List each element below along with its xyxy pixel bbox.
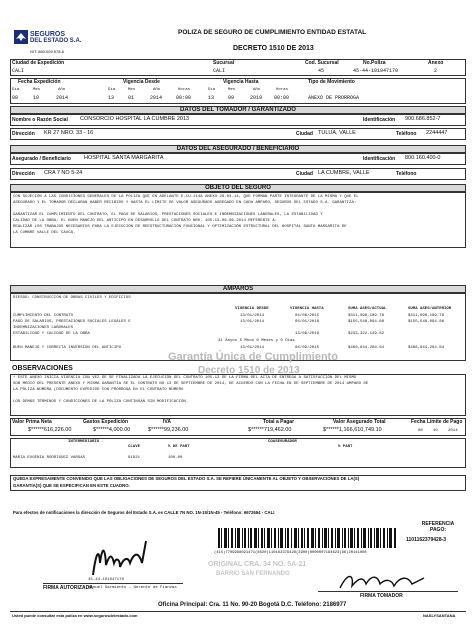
taker-city-label: Ciudad xyxy=(296,131,313,137)
payment-reference: 1101162379428-3 xyxy=(406,537,447,543)
object-line: ASEGURADO Y EL TOMADOR DECLARAN HABER RECIBIDO Y HASTA EL LÍMITE DE VALOR ASEGURADO AGREGADO EN CADA AMPARO, SEGUROS DEL ESTADO S.A. GARANTIZA: xyxy=(13,201,357,205)
coverage-name: PAGO DE SALARIOS, PRESTACIONES SOCIALES LEGALES E xyxy=(13,320,131,324)
coinsurer-part-header: % PART xyxy=(338,445,353,449)
iva-label: IVA xyxy=(163,419,171,425)
valid-to-label: Vigencia Hasta xyxy=(223,79,259,85)
coverage-col-sum: SUMA ASEG/ACTUAL xyxy=(348,307,387,311)
net-premium-label: Valor Prima Neta xyxy=(12,419,52,425)
taker-signature-line xyxy=(318,591,458,592)
insured-city: LA CUMBRE, VALLE xyxy=(318,170,370,176)
intermediary-code: 91921 xyxy=(128,456,141,460)
barcode-text: (415)7709998021471(8020)110162379428(3900)0000007194623(96)20141008 xyxy=(214,551,367,555)
barcode-icon xyxy=(218,528,396,548)
issue-month: 10 xyxy=(33,95,40,101)
object-section-header: OBJETO DEL SEGURO xyxy=(10,184,466,192)
insured-name: HOSPITAL SANTA MARGARITA xyxy=(84,155,164,161)
branch-code-value: 45 xyxy=(318,68,325,74)
issue-year: 2014 xyxy=(56,95,69,101)
insured-phone-label: Teléfono xyxy=(396,171,417,177)
total-label: Total a Pagar xyxy=(263,419,295,425)
taker-id: 900.686.852-7 xyxy=(405,116,441,122)
stamp-line1: ORIGINAL CRA. 34 NO. 5A-21 xyxy=(208,561,307,568)
policy-number-label: No.Poliza xyxy=(363,60,386,66)
taker-city: TULUA, VALLE xyxy=(318,130,356,136)
object-line: CON SUJECIÓN A LAS CONDICIONES GENERALES DE LA PÓLIZA QUE EN ADELANTE E-CU-114A ANEXO 26-03-14, QUE FORMAN PARTE INTEGRANTE DE LA MISMA Y QUE EL xyxy=(13,195,359,199)
eagle-logo-icon xyxy=(14,30,28,44)
company-name-line1: SEGUROS xyxy=(30,31,66,38)
intermediary-header: INTERMEDIARIO xyxy=(68,440,100,444)
intermediary-name: MARIA EUGENIA RODRIGUEZ VARGAS xyxy=(13,456,86,460)
coverage-col-prev: SUMA ASEG/ANTERIOR xyxy=(408,307,452,311)
issue-day-label: Día xyxy=(12,88,20,92)
movement-type-label: Tipo de Movimiento xyxy=(308,79,355,85)
issue-day: 08 xyxy=(12,95,19,101)
issue-month-label: Mes xyxy=(33,88,41,92)
coverage-from: 13/01/2014 xyxy=(240,314,265,318)
intermediary-code-header: CLAVE xyxy=(128,445,141,449)
branch-value: CALI xyxy=(213,68,226,74)
authorized-signature-label: FIRMA AUTORIZADA xyxy=(43,585,93,591)
city-label: Ciudad de Expedición xyxy=(12,60,65,66)
object-line: GARANTIZAR EL CUMPLIMIENTO DEL CONTRATO, EL PAGO DE SALARIOS, PRESTACIONES SOCIALES E INDEMNIZACIONES LABORALES, LA ESTABILIDAD Y xyxy=(13,213,323,217)
coverage-name: CUMPLIMIENTO DEL CONTRATO xyxy=(13,314,74,318)
payment-reference-label: REFERENCIA PAGO: xyxy=(421,521,455,533)
verify-note: Usted puede consultar esta póliza en www.segurosdelestado.com xyxy=(12,613,138,618)
issue-date-label: Fecha Expedición xyxy=(18,79,61,85)
payment-limit-label: Fecha Límite de Pago xyxy=(411,419,463,425)
taker-name-row xyxy=(10,114,466,126)
to-year-label: Año xyxy=(253,88,261,92)
insured-section-header: DATOS DEL ASEGURADO / BENEFICIARIO xyxy=(10,145,466,153)
movement-type-value: ANEXO DE PRORROGA xyxy=(308,95,360,101)
object-line: CALIDAD DE LA OBRA, EL BUEN MANEJO DEL ANTICIPO EN DESARROLLO DEL CONTRATO NRO. 105-13-06-06-2014 REFERENTE A: xyxy=(13,219,278,223)
to-hours: 00:00 xyxy=(274,95,290,101)
coverage-prev: $466,644,284.64 xyxy=(408,346,445,350)
payment-limit-month: 10 xyxy=(433,429,438,433)
policy-document xyxy=(8,8,466,624)
coverage-name: ESTABILIDAD Y CALIDAD DE LA OBRA xyxy=(13,332,90,336)
to-day: 13 xyxy=(208,95,215,101)
authorized-signatory: Manuel Sarmiento - Gerente de Fianzas xyxy=(88,586,177,590)
taker-section-header: DATOS DEL TOMADOR / GARANTIZADO xyxy=(10,106,466,114)
object-line: LA CUMBRE VALLE DEL CAUCA. xyxy=(13,231,76,235)
insured-total-label: Valor Asegurado Total xyxy=(333,419,386,425)
observation-line: SOB MEDIO DEL PRESENTE ANEXO Y MISMA GARANTÍA SE EL CONTRATO NO 13 DE SEPTIEMBRE DE 2014, DE ACUERDO CON LA FECHA EN DE SEPTIEMBRE DE 2014 AMPARO DE xyxy=(13,382,369,386)
coverage-from: 31 Anyos 5 Mhos 0 Meses y 0 Dias xyxy=(218,339,295,343)
policy-title: POLIZA DE SEGURO DE CUMPLIMIENTO ENTIDAD ESTATAL xyxy=(178,29,367,36)
annex-value: 2 xyxy=(434,68,438,74)
iva-value: $******99,236.00 xyxy=(148,427,189,433)
authorized-signature-line xyxy=(43,583,183,584)
coverage-sum: $311,096,189.76 xyxy=(348,314,385,318)
to-month-label: Mes xyxy=(228,88,236,92)
company-name-line2: DEL ESTADO S.A. xyxy=(30,38,82,44)
insured-id-label: Identificación xyxy=(363,156,396,162)
coverage-sum: $466,644,284.64 xyxy=(348,346,385,350)
coverage-note: RIESGO: CONSTRUCCION DE OBRAS CIVILES Y EDIFICIOS xyxy=(13,296,131,300)
closing-text-1: QUEDA EXPRESAMENTE CONVENIDO QUE LAS OBLIGACIONES DE SEGUROS DEL ESTADO S.A. SE REFIERE ÚNICAMENTE AL OBJETO Y OBSERVACIONES DE LA(S) xyxy=(13,476,360,481)
company-nit: NIT. 860.009.578-6 xyxy=(30,49,65,54)
main-office: Oficina Principal: Cra. 11 No. 90-20 Bogotá D.C. Teléfono: 2186977 xyxy=(158,602,347,608)
taker-phone-label: Teléfono xyxy=(396,131,417,137)
insured-address-label: Dirección xyxy=(12,171,35,177)
watermark-title: Garantía Única de Cumplimiento xyxy=(168,351,338,363)
closing-text-2: GARANTÍA(S) QUE SE ESPECIFICAN EN ESTE CUADRO. xyxy=(13,483,130,488)
to-year: 2019 xyxy=(250,95,263,101)
taker-name: CONSORCIO HOSPITAL LA CUMBRE 2013 xyxy=(80,116,190,122)
insured-id: 800.160.400-0 xyxy=(405,155,441,161)
object-line: REALIZAR LOS TRABAJOS NECESARIOS PARA LA EJECUCIÓN DE REESTRUCTURACIÓN FUNCIONAL Y OPTIMIZACIÓN ESTRUCTURAL DEL HOSPITAL SANTA MARGARITA DE xyxy=(13,225,347,229)
total-value: $******719,462.00 xyxy=(248,427,292,433)
from-month: 01 xyxy=(128,95,135,101)
coverage-name: BUEN MANEJO Y CORRECTA INVERSION DEL ANTICIPO xyxy=(13,346,122,350)
coverage-to: 04/09/2015 xyxy=(295,346,320,350)
coverage-to: 04/01/2018 xyxy=(295,320,320,324)
from-hours: 00:00 xyxy=(176,95,192,101)
policy-number-value: 45-44-101047170 xyxy=(353,68,399,74)
issue-year-label: Año xyxy=(58,88,66,92)
from-month-label: Mes xyxy=(128,88,136,92)
stamp-line2: BARRIO SAN FERNANDO xyxy=(216,571,290,577)
branch-label: Sucursal xyxy=(213,60,235,66)
taker-name-label: Nombre o Razón Social xyxy=(12,117,68,123)
coverage-name: INDEMNIZACIONES LABORALES xyxy=(13,326,74,330)
insured-name-row xyxy=(10,153,466,165)
footer-divider xyxy=(10,611,466,612)
insured-total: $******1,166,610,749.10 xyxy=(323,427,382,433)
watermark-decree: Decreto 1510 de 2013 xyxy=(198,365,300,376)
notification-address: Para efectos de notificaciones la dirección de Seguros del Estado S.A. es CALLE 7N NO. 1N-15/1N-45 - Teléfono: 6672654 - CALI xyxy=(13,510,275,515)
city-value: CALI xyxy=(12,68,25,74)
coverage-to: 04/06/2015 xyxy=(295,314,320,318)
company-logo xyxy=(14,30,28,44)
taker-signature-label: FIRMA TOMADOR xyxy=(360,593,403,599)
from-year-label: Año xyxy=(153,88,161,92)
coverage-from: 13/01/2014 xyxy=(240,320,265,324)
from-year: 2014 xyxy=(150,95,163,101)
from-day-label: Día xyxy=(108,88,116,92)
observation-line: * ESTE ANEXO INICIA VIGENCIA CON VEZ DE SE FINALIZADA LA EJECUCIÓN DEL CONTRATO 105-13 DE LA FIRMA DEL ACTA DE ENTREGA A SATISFACCIÓN DEL MISMO xyxy=(13,376,357,380)
issue-costs: $******4,000.00 xyxy=(93,427,131,433)
observations-header: OBSERVACIONES xyxy=(12,365,73,372)
coverage-sum: $233,322,149.82 xyxy=(348,332,385,336)
coinsurer-header: COASEGURADOR xyxy=(268,440,297,444)
observation-line: LA PÓLIZA NÚMERA (DOCUMENTO EXPEDIDO CON PRÓRROGA EN EL CONTRATO NÚMERO xyxy=(13,388,184,392)
taker-phone: 2244447 xyxy=(426,130,448,136)
coverage-from: 13/01/2014 xyxy=(240,346,265,350)
authorized-signature xyxy=(90,533,150,583)
payment-barcode xyxy=(218,528,396,548)
from-day: 13 xyxy=(108,95,115,101)
coverage-prev: $311,096,189.76 xyxy=(408,314,445,318)
insured-name-label: Asegurado / Beneficiario xyxy=(12,156,71,162)
issuing-user: NASLYSANTANA xyxy=(423,613,456,618)
insured-address: CRA 7 NO 5-24 xyxy=(44,170,83,176)
annex-label: Anexo xyxy=(428,60,444,66)
to-hours-label: Horas xyxy=(276,88,289,92)
coverage-prev: $155,548,094.88 xyxy=(408,320,445,324)
taker-address-label: Dirección xyxy=(12,131,35,137)
payment-limit-day: 08 xyxy=(418,429,423,433)
coverage-to: 13/09/2019 xyxy=(295,332,320,336)
footer-policy-number: 45-44-101047170 xyxy=(88,578,125,582)
from-hours-label: Horas xyxy=(178,88,191,92)
intermediary-part-header: % DE PART xyxy=(168,445,190,449)
valid-from-label: Vigencia Desde xyxy=(123,79,160,85)
branch-code-label: Cod. Sucursal xyxy=(305,60,339,66)
decree-title: DECRETO 1510 DE 2013 xyxy=(233,45,314,52)
coverage-col-from: VIGENCIA DESDE xyxy=(235,307,269,311)
to-day-label: Día xyxy=(208,88,216,92)
observation-line: LOS DEMÁS TÉRMINOS Y CONDICIONES DE LA PÓLIZA CONTINÚAN SIN MODIFICACIÓN. xyxy=(13,400,189,404)
payment-limit-year: 2014 xyxy=(448,429,458,433)
coverage-sum: $155,548,094.88 xyxy=(348,320,385,324)
to-month: 09 xyxy=(228,95,235,101)
insured-city-label: Ciudad xyxy=(296,171,313,177)
net-premium: $******616,226.00 xyxy=(28,427,72,433)
intermediary-part: 100.00 xyxy=(168,456,183,460)
signature-icon xyxy=(90,533,150,583)
issue-costs-label: Gastos Expedición xyxy=(83,419,129,425)
coverage-section-header: AMPAROS xyxy=(10,285,466,293)
values-row xyxy=(10,418,466,436)
taker-id-label: Identificación xyxy=(363,117,396,123)
taker-address: KR 27 NRO. 33 - 16 xyxy=(44,130,94,136)
coverage-col-to: VIGENCIA HASTA xyxy=(290,307,324,311)
observations-box xyxy=(10,374,466,416)
